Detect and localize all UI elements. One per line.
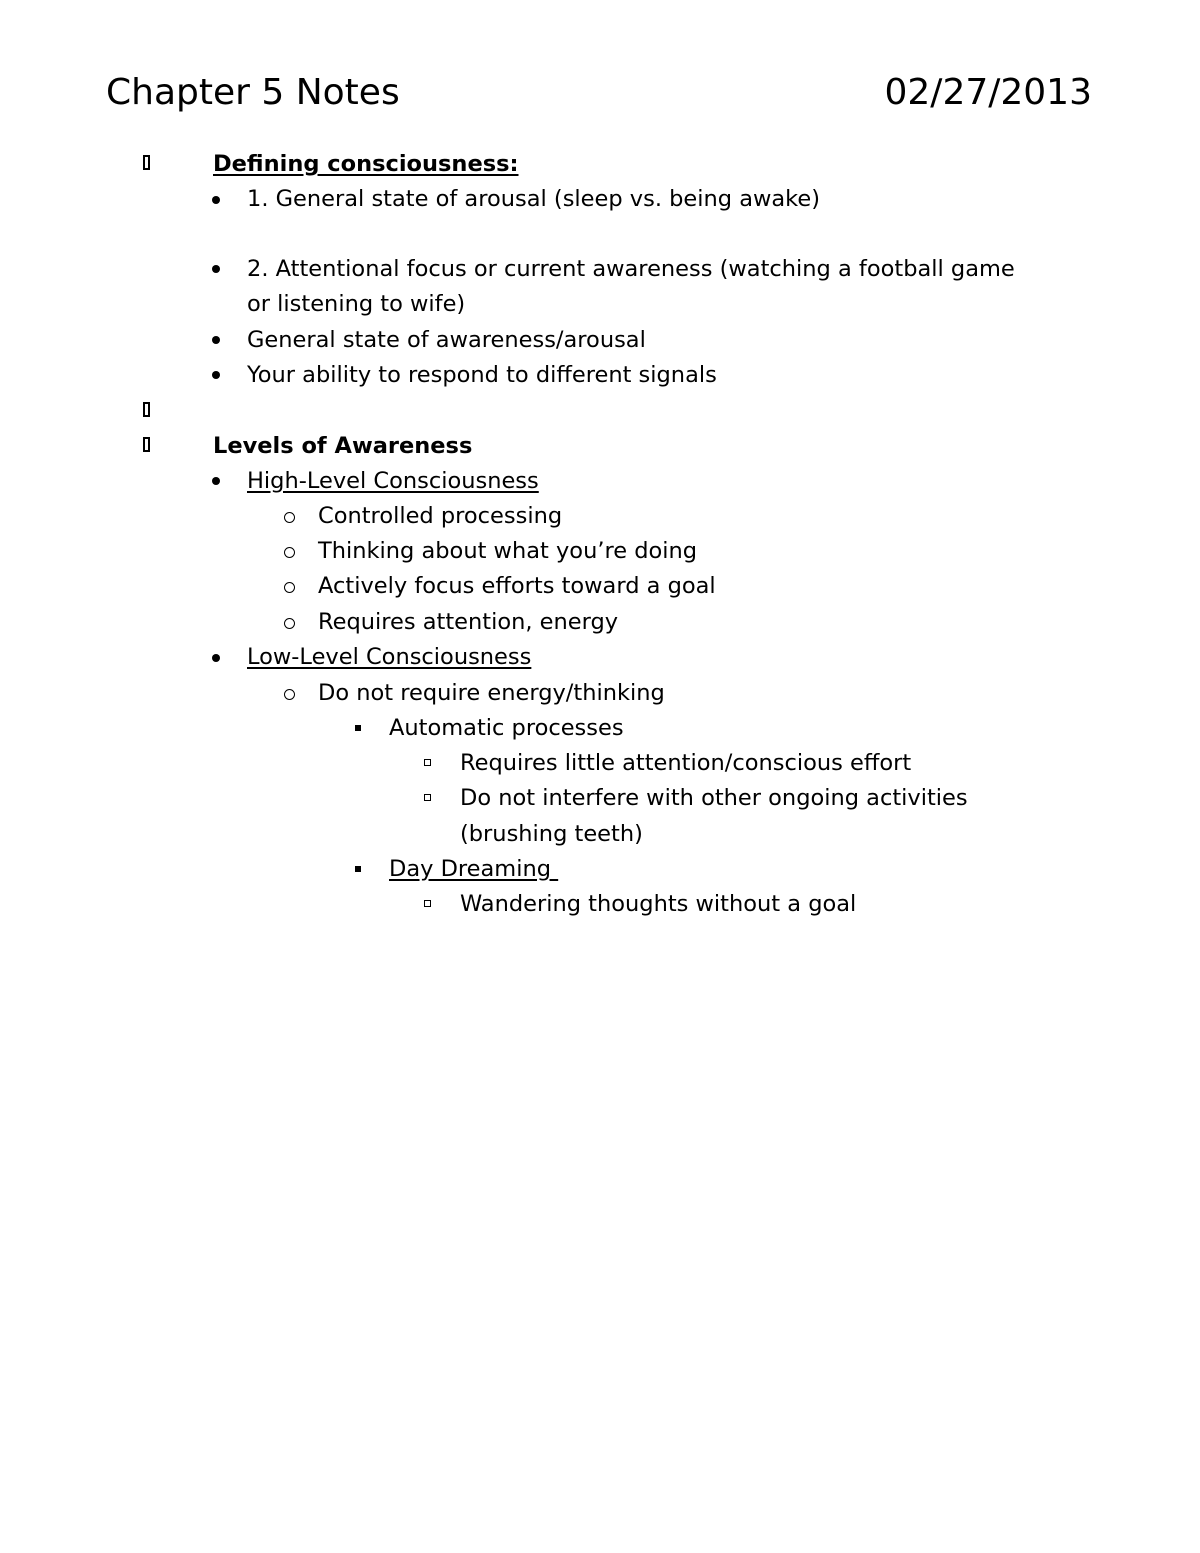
bullet-dot-icon (212, 371, 220, 379)
bullet-square-icon (355, 725, 361, 731)
list-item: Thinking about what you’re doing (318, 538, 698, 564)
list-item: Requires attention, energy (318, 609, 619, 635)
list-item: Wandering thoughts without a goal (460, 891, 857, 917)
bullet-square-icon (355, 866, 361, 872)
list-item-continuation: (brushing teeth) (460, 821, 643, 847)
box-bullet-icon (143, 437, 150, 452)
high-level-label: High-Level Consciousness (247, 468, 539, 494)
bullet-square-open-icon (424, 759, 431, 766)
list-item: Do not interfere with other ongoing activities (460, 785, 968, 811)
box-bullet-icon (143, 402, 150, 417)
bullet-ring-icon (284, 618, 295, 629)
automatic-label: Automatic processes (389, 715, 624, 741)
daydreaming-label: Day Dreaming (389, 856, 559, 882)
list-item: Your ability to respond to different signals (247, 362, 717, 388)
page-date: 02/27/2013 (884, 72, 1092, 113)
list-item: Do not require energy/thinking (318, 680, 665, 706)
box-bullet-icon (143, 155, 150, 170)
bullet-ring-icon (284, 512, 295, 523)
low-level-label: Low-Level Consciousness (247, 644, 532, 670)
bullet-square-open-icon (424, 794, 431, 801)
defining-heading: Defining consciousness: (213, 151, 519, 177)
list-item: Requires little attention/conscious effort (460, 750, 912, 776)
list-item: Controlled processing (318, 503, 563, 529)
list-item: Actively focus efforts toward a goal (318, 573, 716, 599)
bullet-ring-icon (284, 582, 295, 593)
list-item-continuation: or listening to wife) (247, 291, 466, 317)
bullet-dot-icon (212, 477, 220, 485)
levels-heading: Levels of Awareness (213, 433, 473, 459)
bullet-ring-icon (284, 689, 295, 700)
list-item: 2. Attentional focus or current awareness (watching a football game (247, 256, 1015, 282)
page-title: Chapter 5 Notes (106, 72, 400, 113)
bullet-ring-icon (284, 547, 295, 558)
list-item: General state of awareness/arousal (247, 327, 646, 353)
bullet-dot-icon (212, 654, 220, 662)
bullet-dot-icon (212, 265, 220, 273)
bullet-dot-icon (212, 336, 220, 344)
list-item: 1. General state of arousal (sleep vs. being awake) (247, 186, 821, 212)
bullet-dot-icon (212, 196, 220, 204)
bullet-square-open-icon (424, 900, 431, 907)
